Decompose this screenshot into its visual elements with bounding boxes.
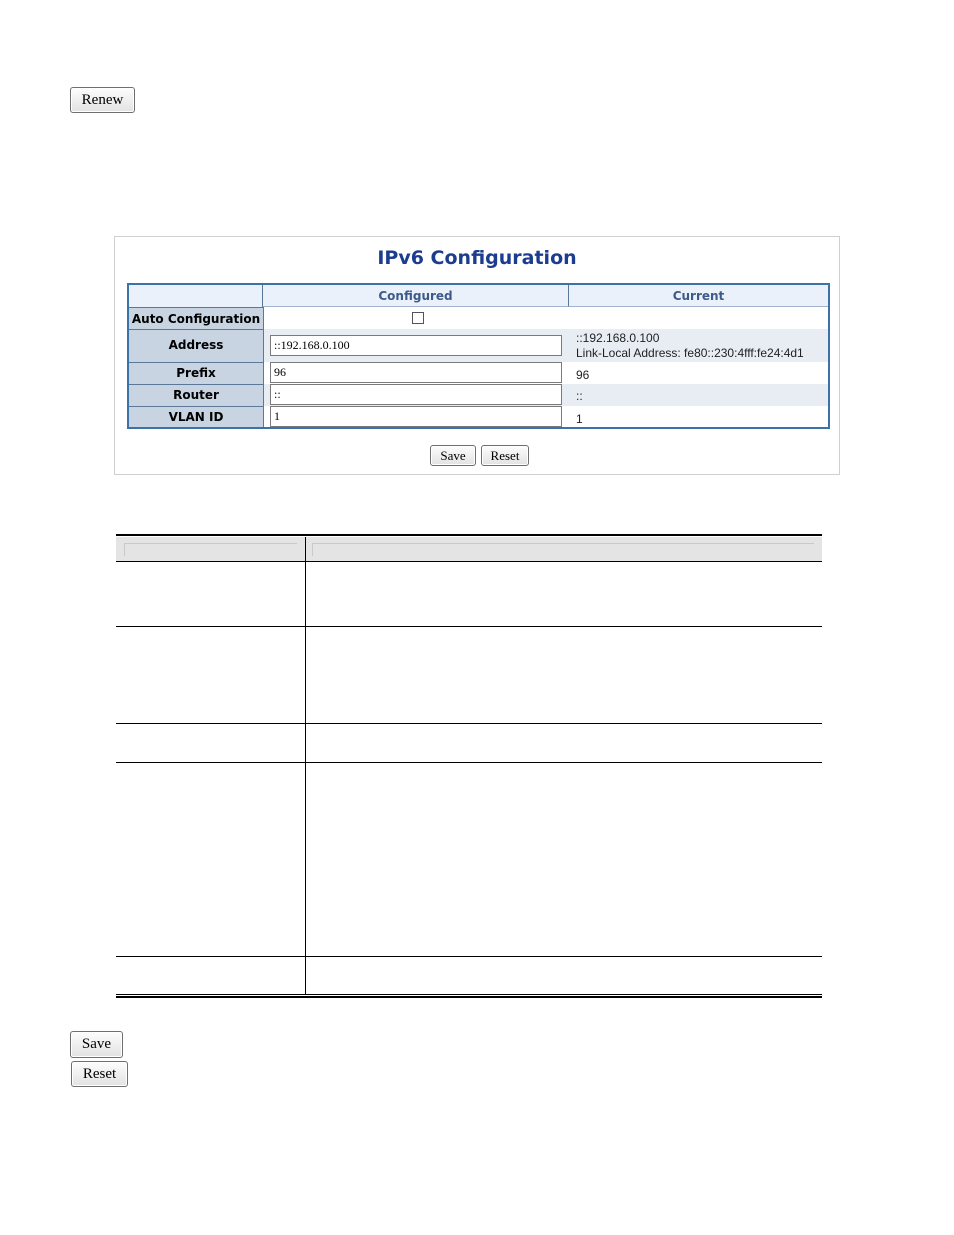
table-bottom-rule: [116, 996, 822, 998]
prefix-input[interactable]: 96: [270, 362, 562, 383]
label-vlan-id: VLAN ID: [129, 406, 263, 427]
column-divider: [263, 307, 264, 427]
renew-button[interactable]: Renew: [70, 87, 135, 113]
label-router: Router: [129, 384, 263, 406]
label-auto-configuration: Auto Configuration: [129, 307, 263, 329]
auto-configuration-checkbox[interactable]: [412, 312, 424, 324]
router-input[interactable]: ::: [270, 384, 562, 405]
header-blank: [129, 285, 263, 307]
header-configured: Configured: [263, 285, 569, 307]
save-button[interactable]: Save: [70, 1031, 123, 1058]
current-prefix: 96: [576, 368, 590, 382]
column-divider: [305, 537, 306, 994]
table-top-rule: [116, 534, 822, 536]
panel-reset-button[interactable]: Reset: [481, 445, 529, 466]
header-current: Current: [569, 285, 828, 307]
address-input[interactable]: ::192.168.0.100: [270, 335, 562, 356]
ipv6-configuration-table: [127, 283, 830, 429]
reset-button[interactable]: Reset: [71, 1061, 128, 1087]
label-prefix: Prefix: [129, 362, 263, 384]
current-router: ::: [576, 389, 583, 403]
header-cell-right: [312, 543, 814, 556]
ipv6-configuration-panel: [114, 236, 840, 475]
table-bottom-rule: [116, 994, 822, 995]
row-divider: [116, 762, 822, 763]
label-address: Address: [129, 329, 263, 362]
panel-save-button[interactable]: Save: [430, 445, 476, 466]
row-divider: [116, 626, 822, 627]
vlan-id-input[interactable]: 1: [270, 406, 562, 427]
current-address: ::192.168.0.100: [576, 331, 660, 345]
row-divider: [116, 561, 822, 562]
current-link-local-address: Link-Local Address: fe80::230:4fff:fe24:4d1: [576, 346, 804, 360]
row-divider: [116, 956, 822, 957]
current-vlan-id: 1: [576, 412, 583, 426]
header-cell-left: [124, 543, 297, 556]
table-header-row: [116, 537, 822, 561]
parameter-description-table: [116, 534, 822, 998]
panel-title: IPv6 Configuration: [377, 247, 577, 269]
row-divider: [116, 723, 822, 724]
